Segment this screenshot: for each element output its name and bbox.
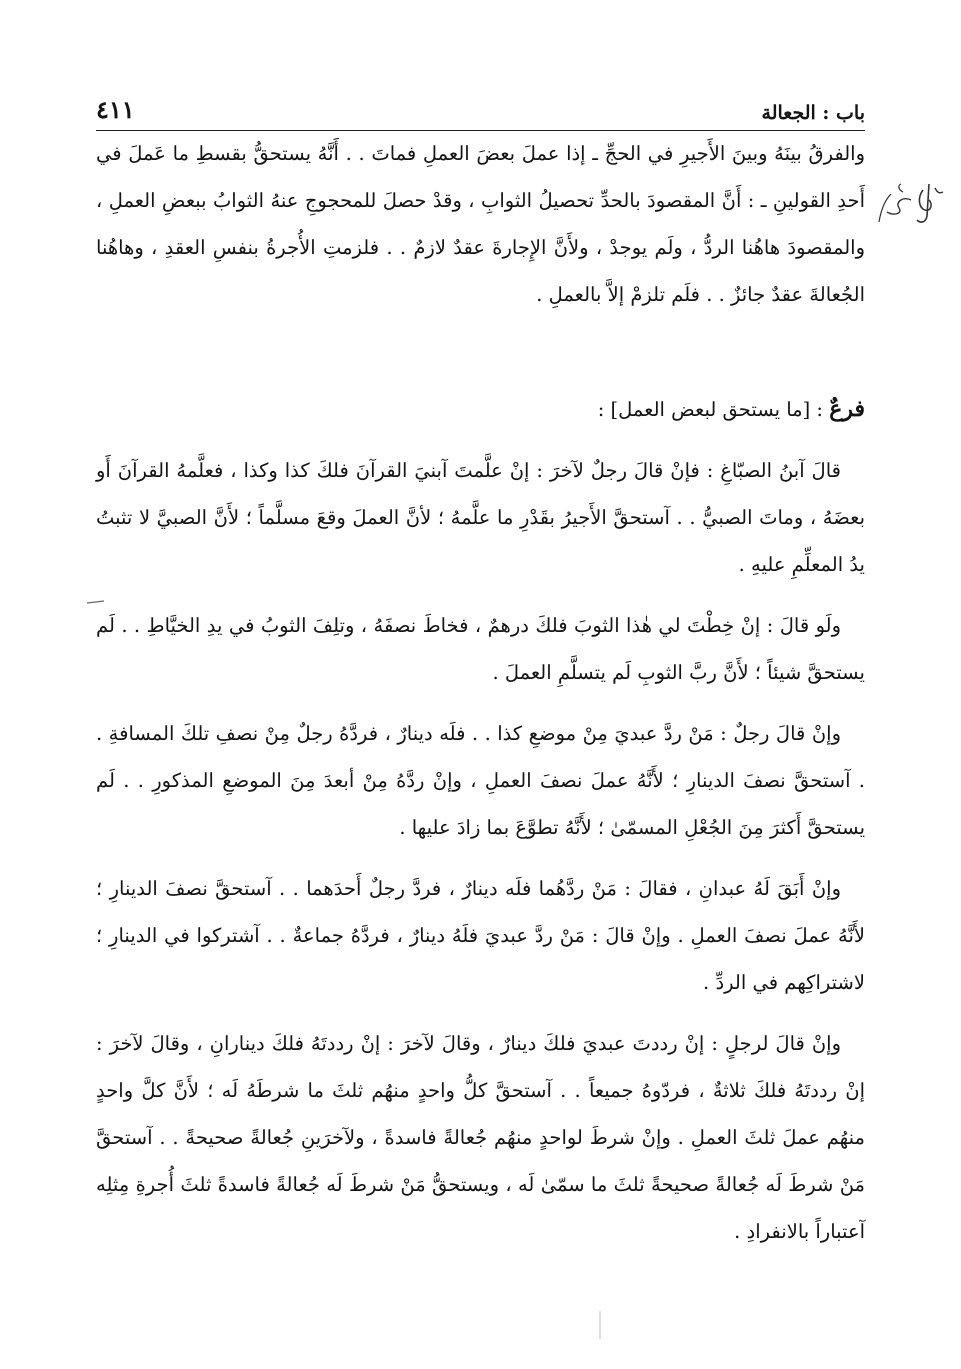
spacer — [96, 433, 865, 447]
handwritten-annotation-icon — [873, 170, 953, 240]
paragraph: وإنْ قالَ لرجلٍ : إنْ رددتَ عبديَ فلكَ دينارٌ ، وقالَ لآخرَ : إنْ رددتَهُ فلكَ دينارانِ ، وقالَ لآخرَ : إنْ رددتَهُ فلكَ ثلاثةٌ ، فردّوهُ جميعاً . . آستحقَّ كلُّ واحدٍ منهُم ثلثَ ما شرطَهُ لَه ؛ لأَنَّ كلَّ واحدٍ منهُم عملَ ثلثَ العملِ . وإنْ شرطَ لواحدٍ منهُم جُعالةً فاسدةً ، ولآخرَينِ جُعالةً صحيحةً . . آستحقَّ مَنْ شرطَ لَه جُعالةً صحيحةً ثلثَ ما سمّىٰ لَه ، ويستحقُّ مَنْ شرطَ لَه جُعالةً فاسدةً ثلثَ أُجرةِ مِثلِه آعتباراً بالانفرادِ . — [96, 1032, 865, 1243]
section-title: : [ما يستحق لبعض العمل] : — [597, 398, 823, 421]
paragraph: وإنْ قالَ رجلٌ : مَنْ ردَّ عبديَ مِنْ موضعِ كذا . . فلَه دينارٌ ، فردَّهُ رجلٌ مِنْ نصفِ تلكَ المسافةِ . . آستحقَّ نصفَ الدينارِ ؛ لأَنَّهُ عملَ نصفَ العملِ ، وإنْ ردَّهُ مِنْ أبعدَ مِنَ الموضعِ المذكورِ . . لَم يستحقَّ أَكثرَ مِنَ الجُعْلِ المسمّىٰ ؛ لأَنَّهُ تطوَّعَ بما زادَ عليها . — [96, 722, 865, 839]
page-header — [96, 84, 865, 131]
page-body — [96, 130, 865, 1255]
section-heading — [96, 386, 865, 433]
running-section-title: باب : الجعالة — [761, 102, 865, 124]
spacer — [96, 696, 865, 710]
paragraph: ولَو قالَ : إنْ خِطْتَ لي هٰذا الثوبَ فلكَ درهمٌ ، فخاطَ نصفَهُ ، وتلِفَ الثوبُ في يدِ الخيَّاطِ . . لَم يستحقَّ شيئاً ؛ لأَنَّ ربَّ الثوبِ لَم يتسلَّمِ العملَ . — [96, 614, 865, 684]
spacer — [96, 851, 865, 865]
spacer — [96, 1006, 865, 1020]
paragraph: وإنْ أَبَقَ لَهُ عبدانِ ، فقالَ : مَنْ ردَّهُما فلَه دينارٌ ، فردَّ رجلٌ أَحدَهما . . آستحقَّ نصفَ الدينارِ ؛ لأَنَّهُ عملَ نصفَ العملِ . وإنْ قالَ : مَنْ ردَّ عبديَ فلَهُ دينارٌ ، فردَّهُ جماعةٌ . . آشتركوا في الدينارِ ؛ لاشتراكِهم في الردِّ . — [96, 877, 865, 994]
stray-ink-mark — [598, 1310, 602, 1340]
page-number: ٤١١ — [96, 95, 135, 124]
paragraph: قالَ آبنُ الصبّاغِ : فإنْ قالَ رجلٌ لآخرَ : إنْ علَّمتَ آبنيَ القرآنَ فلكَ كذا وكذا ، فعلَّمهُ القرآنَ أَو بعضَهُ ، وماتَ الصبيُّ . . آستحقَّ الأَجيرُ بقَدْرِ ما علَّمهُ ؛ لأنَّ العملَ وقعَ مسلَّماً ؛ لأَنَّ الصبيَّ لا تثبتُ يدُ المعلِّمِ عليهِ . — [96, 459, 865, 576]
section-label: فرعٌ — [829, 396, 865, 422]
spacer — [96, 588, 865, 602]
section-spacer — [96, 318, 865, 386]
paragraph: والفرقُ بينَهُ وبينَ الأَجيرِ في الحجِّ ـ إذا عملَ بعضَ العملِ فماتَ . . أَنَّهُ يستحقُّ بقسطِ ما عَملَ في أَحدِ القولينِ ـ : أَنَّ المقصودَ بالحدِّ تحصيلُ الثوابِ ، وقدْ حصلَ للمحجوجِ عنهُ الثوابُ ببعضِ العملِ ، والمقصودَ هاهُنا الردُّ ، ولَم يوجدْ ، ولأَنَّ الإِجارةَ عقدٌ لازمٌ . . فلزمتِ الأُجرةُ بنفسِ العقدِ ، وهاهُنا الجُعالةَ عقدٌ جائزٌ . . فلَم تلزمْ إلاَّ بالعملِ . — [96, 142, 865, 306]
